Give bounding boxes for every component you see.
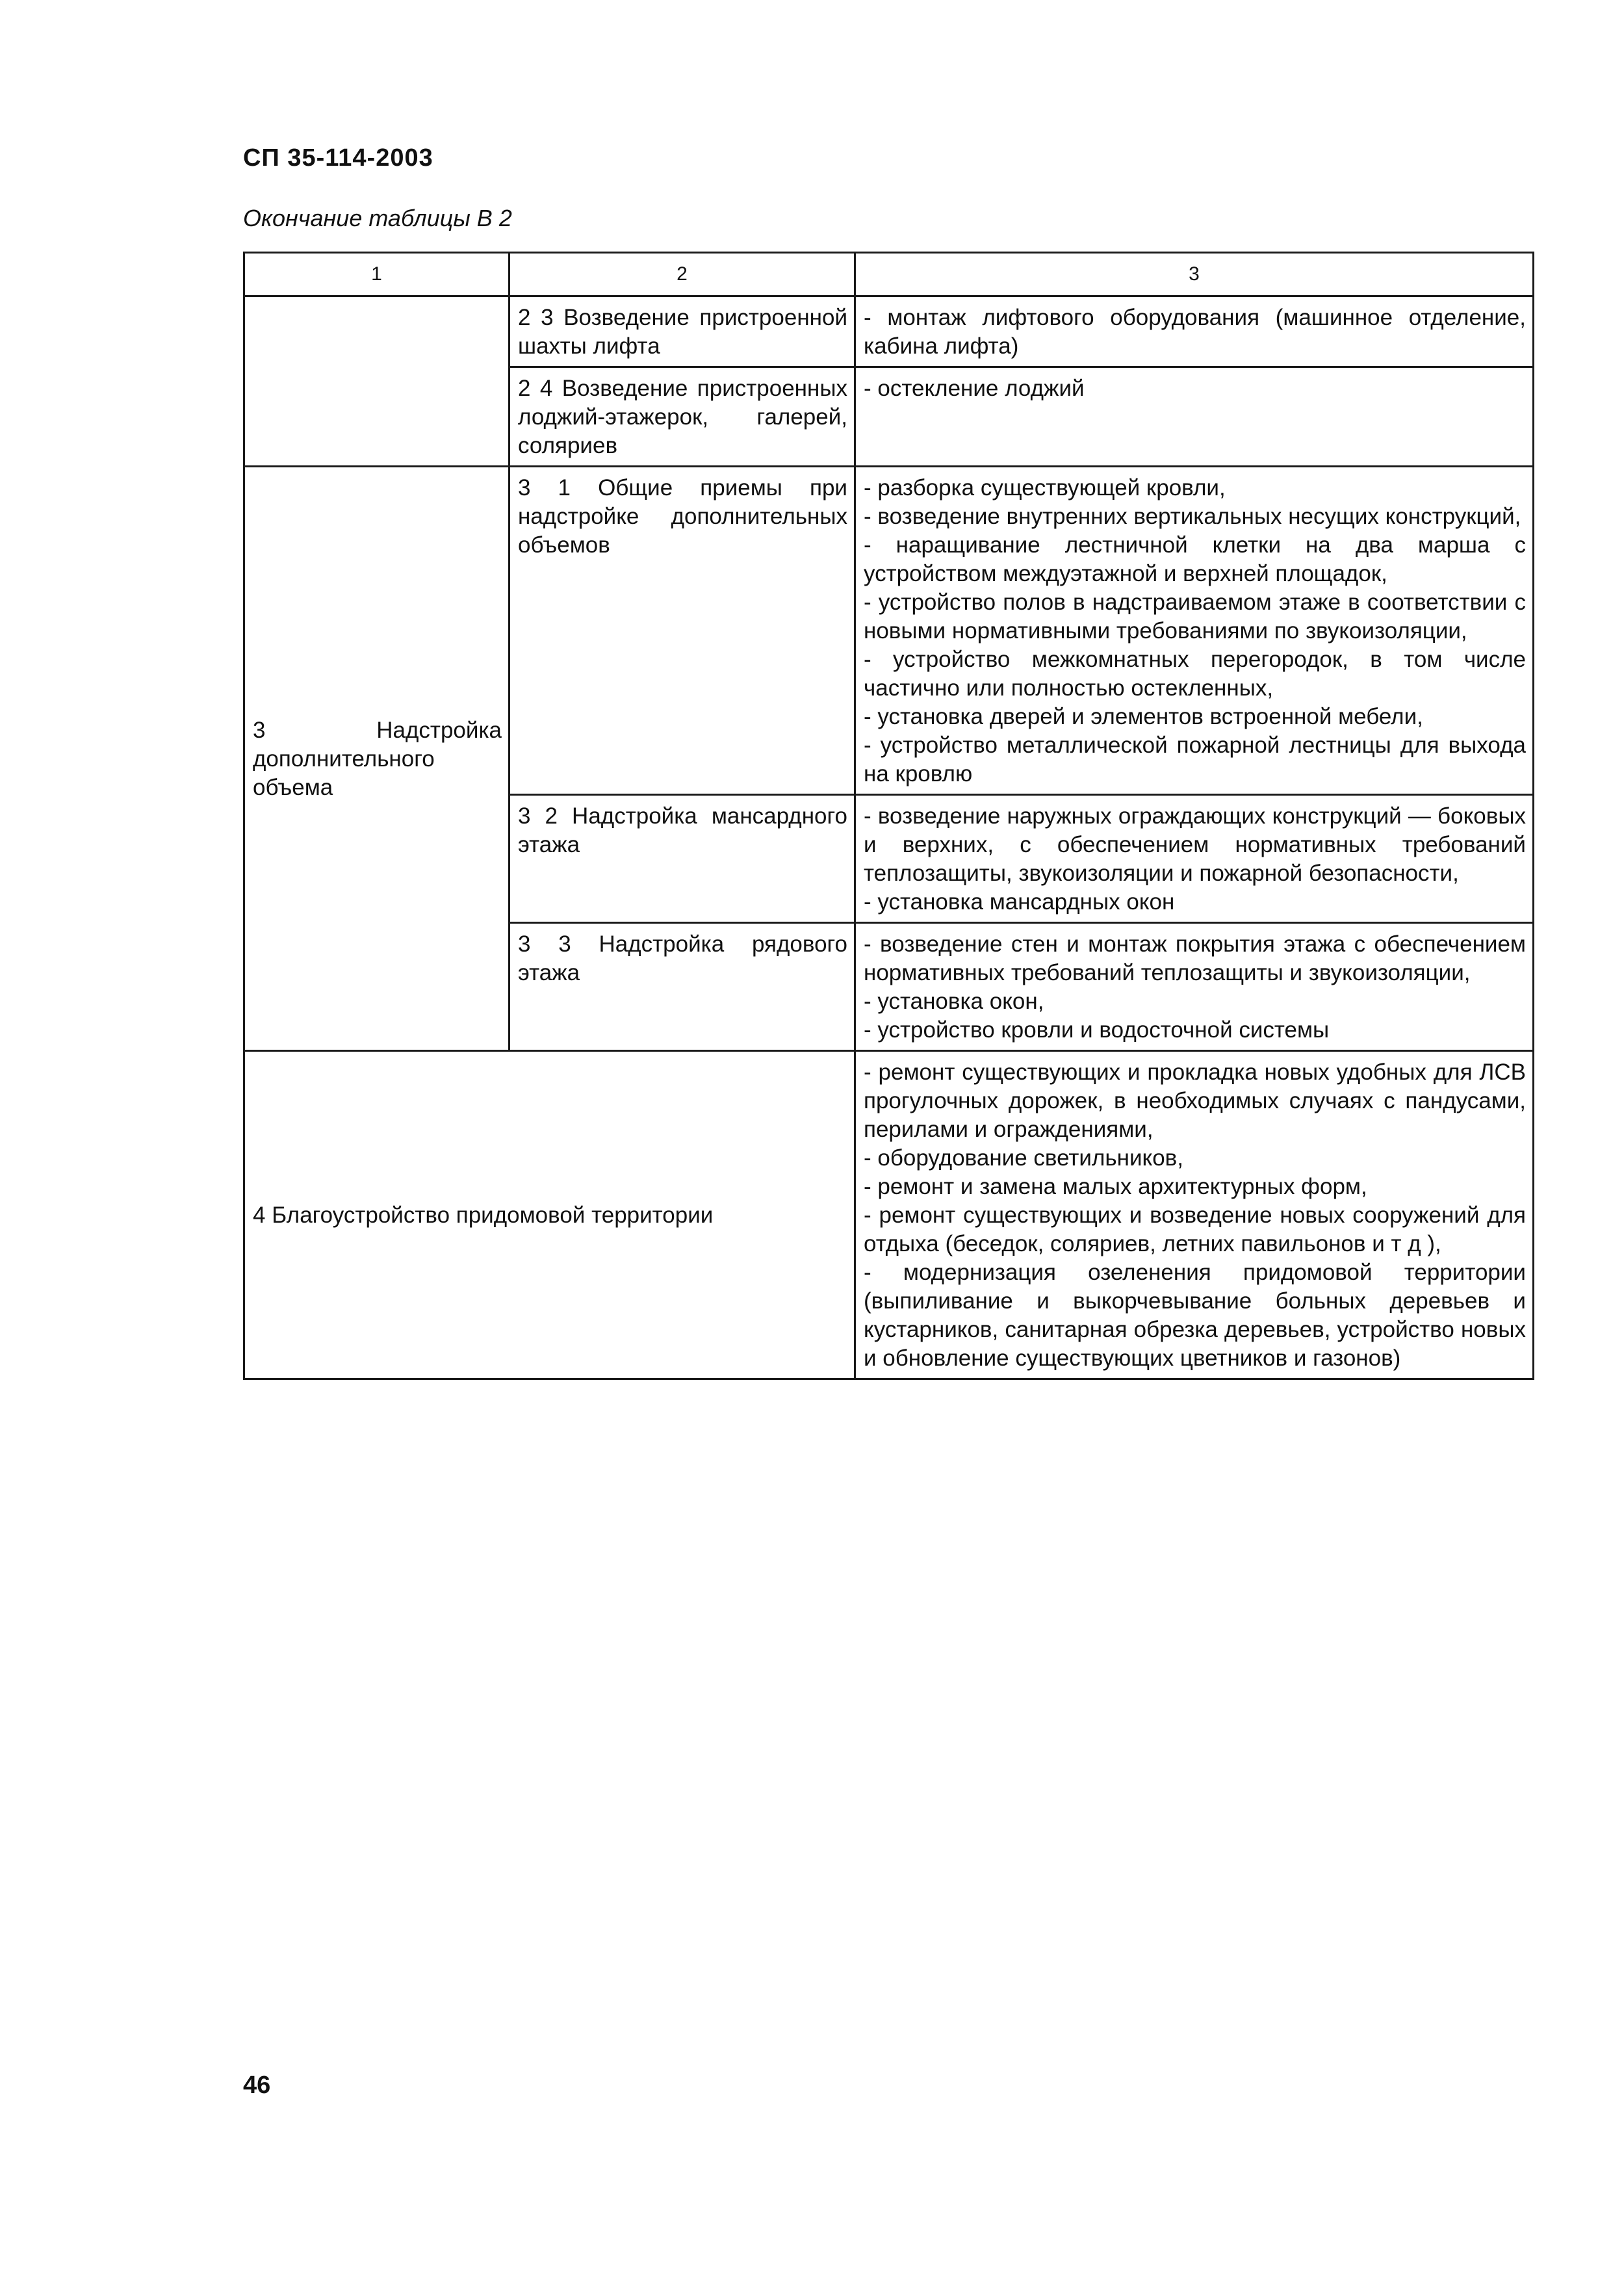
- table-cell-description: [855, 795, 1534, 923]
- table-cell-work-type: 2 4 Возведение пристроенных лоджий-этажерок, галерей, соляриев: [509, 367, 855, 467]
- list-item: - возведение внутренних вертикальных несущих конструкций,: [864, 504, 1521, 529]
- list-item: - возведение наружных ограждающих конструкций — боковых и верхних, с обеспечением нормативных требований теплозащиты, звукоизоляции и пожарной безопасности,: [864, 803, 1526, 886]
- table-cell-description: [855, 923, 1534, 1051]
- list-item: - остекление лоджий: [864, 376, 1085, 401]
- list-item: - устройство межкомнатных перегородок, в том числе частично или полностью остекленных,: [864, 647, 1526, 701]
- list-item: - устройство кровли и водосточной системы: [864, 1017, 1330, 1043]
- table-caption: Окончание таблицы В 2: [243, 205, 512, 231]
- list-item: - возведение стен и монтаж покрытия этажа с обеспечением нормативных требований теплозащиты и звукоизоляции,: [864, 931, 1526, 985]
- document-id: СП 35-114-2003: [243, 144, 433, 172]
- list-item: - устройство полов в надстраиваемом этаже в соответствии с новыми нормативными требованиями по звукоизоляции,: [864, 590, 1526, 644]
- table-header-row: [244, 253, 1534, 296]
- list-item: - оборудование светильников,: [864, 1145, 1183, 1171]
- list-item: - ремонт существующих и возведение новых сооружений для отдыха (беседок, соляриев, летних павильонов и т д ),: [864, 1202, 1526, 1256]
- table-cell-work-type: 2 3 Возведение пристроенной шахты лифта: [509, 296, 855, 367]
- table-row: [244, 296, 1534, 367]
- table-cell-description: [855, 296, 1534, 367]
- table-cell-work-type: 3 3 Надстройка рядового этажа: [509, 923, 855, 1051]
- list-item: - монтаж лифтового оборудования (машинное отделение, кабина лифта): [864, 305, 1526, 359]
- list-item: - ремонт и замена малых архитектурных форм,: [864, 1174, 1367, 1199]
- list-item: - ремонт существующих и прокладка новых удобных для ЛСВ прогулочных дорожек, в необходимых случаях с пандусами, перилами и ограждениями,: [864, 1060, 1526, 1142]
- table-cell-description: [855, 367, 1534, 467]
- list-item: - устройство металлической пожарной лестницы для выхода на кровлю: [864, 733, 1526, 786]
- table-row: [244, 467, 1534, 795]
- list-item: - установка дверей и элементов встроенной мебели,: [864, 704, 1423, 729]
- table-cell-category: 3 Надстройка дополнительного объема: [244, 467, 509, 1051]
- list-item: - установка мансардных окон: [864, 889, 1175, 915]
- list-item: - разборка существующей кровли,: [864, 475, 1226, 500]
- table-cell-description: [855, 467, 1534, 795]
- empty-cell: [244, 296, 509, 467]
- table-cell-work-type: 3 2 Надстройка мансардного этажа: [509, 795, 855, 923]
- header-cell-3: 3: [855, 253, 1534, 296]
- list-item: - наращивание лестничной клетки на два марша с устройством междуэтажной и верхней площадок,: [864, 532, 1526, 586]
- header-cell-1: 1: [244, 253, 509, 296]
- page-number: 46: [243, 2072, 271, 2099]
- table-cell-description: [855, 1051, 1534, 1379]
- list-item: - модернизация озеленения придомовой территории (выпиливание и выкорчевывание больных деревьев и кустарников, санитарная обрезка деревьев, устройство новых и обновление существующих цветников и газонов): [864, 1260, 1526, 1371]
- requirements-table: [243, 252, 1534, 1380]
- list-item: - установка окон,: [864, 989, 1044, 1014]
- header-cell-2: 2: [509, 253, 855, 296]
- table-row: [244, 1051, 1534, 1379]
- table-cell-work-type: 3 1 Общие приемы при надстройке дополнительных объемов: [509, 467, 855, 795]
- table-cell-category: 4 Благоустройство придомовой территории: [244, 1051, 855, 1379]
